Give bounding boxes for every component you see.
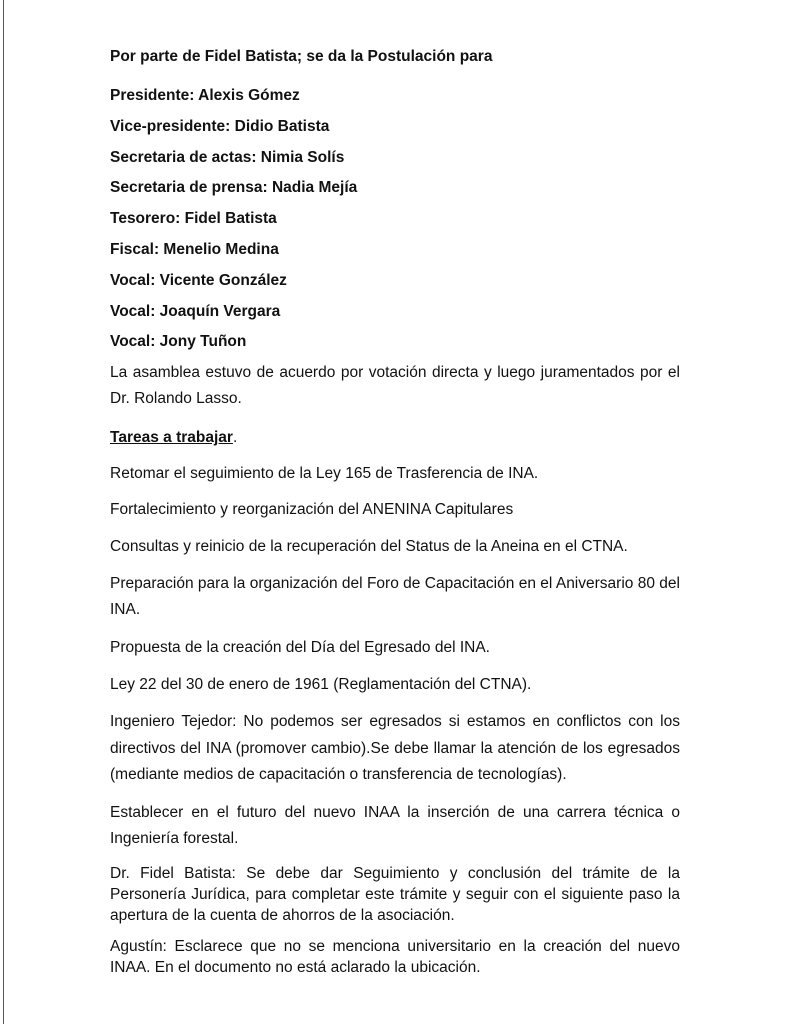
task-item-9-line-3: apertura de la cuenta de ahorros de la asociación.	[110, 907, 455, 924]
task-item-7-line-2: directivos del INA (promover cambio).Se debe llamar la atención de los egresados	[110, 740, 680, 757]
task-item-9-line-2: Personería Jurídica, para completar este trámite y seguir con el siguiente paso la	[110, 886, 680, 903]
candidate-press-secretary: Secretaria de prensa: Nadia Mejía	[110, 179, 358, 196]
task-item-7-line-3: (mediante medios de capacitación o transferencia de tecnologías).	[110, 766, 567, 783]
task-item-5: Propuesta de la creación del Día del Egresado del INA.	[110, 639, 490, 656]
assembly-note-line-1: La asamblea estuvo de acuerdo por votación directa y luego juramentados por el	[110, 364, 680, 381]
task-item-10-line-2: INAA. En el documento no está aclarado la ubicación.	[110, 959, 481, 976]
page-edge-divider	[3, 0, 4, 1024]
candidate-president: Presidente: Alexis Gómez	[110, 87, 300, 104]
task-item-7-line-1: Ingeniero Tejedor: No podemos ser egresados si estamos en conflictos con los	[110, 713, 680, 730]
task-item-4-line-1: Preparación para la organización del Foro de Capacitación en el Aniversario 80 del	[110, 575, 680, 592]
tasks-heading	[110, 429, 680, 447]
task-item-3: Consultas y reinicio de la recuperación del Status de la Aneina en el CTNA.	[110, 538, 628, 555]
task-item-2: Fortalecimiento y reorganización del ANENINA Capitulares	[110, 501, 514, 518]
nomination-heading: Por parte de Fidel Batista; se da la Postulación para	[110, 48, 493, 65]
task-item-8-line-2: Ingeniería forestal.	[110, 830, 239, 847]
task-item-10-line-1: Agustín: Esclarece que no se menciona universitario en la creación del nuevo	[110, 938, 680, 955]
candidate-vocal-1: Vocal: Vicente González	[110, 272, 287, 289]
candidate-vocal-2: Vocal: Joaquín Vergara	[110, 303, 281, 320]
candidate-vice-president: Vice-presidente: Didio Batista	[110, 118, 330, 135]
task-item-6: Ley 22 del 30 de enero de 1961 (Reglamentación del CTNA).	[110, 676, 532, 693]
task-item-1: Retomar el seguimiento de la Ley 165 de Trasferencia de INA.	[110, 465, 539, 482]
candidate-treasurer: Tesorero: Fidel Batista	[110, 210, 277, 227]
task-item-4-line-2: INA.	[110, 601, 141, 618]
assembly-note-line-2: Dr. Rolando Lasso.	[110, 390, 242, 407]
tasks-heading-period: .	[232, 429, 238, 446]
candidate-fiscal: Fiscal: Menelio Medina	[110, 241, 279, 258]
candidate-vocal-3: Vocal: Jony Tuñon	[110, 333, 247, 350]
task-item-8-line-1: Establecer en el futuro del nuevo INAA la inserción de una carrera técnica o	[110, 804, 680, 821]
task-item-9-line-1: Dr. Fidel Batista: Se debe dar Seguimiento y conclusión del trámite de la	[110, 865, 680, 882]
tasks-heading-text: Tareas a trabajar	[110, 429, 233, 446]
candidate-minutes-secretary: Secretaria de actas: Nimia Solís	[110, 149, 345, 166]
